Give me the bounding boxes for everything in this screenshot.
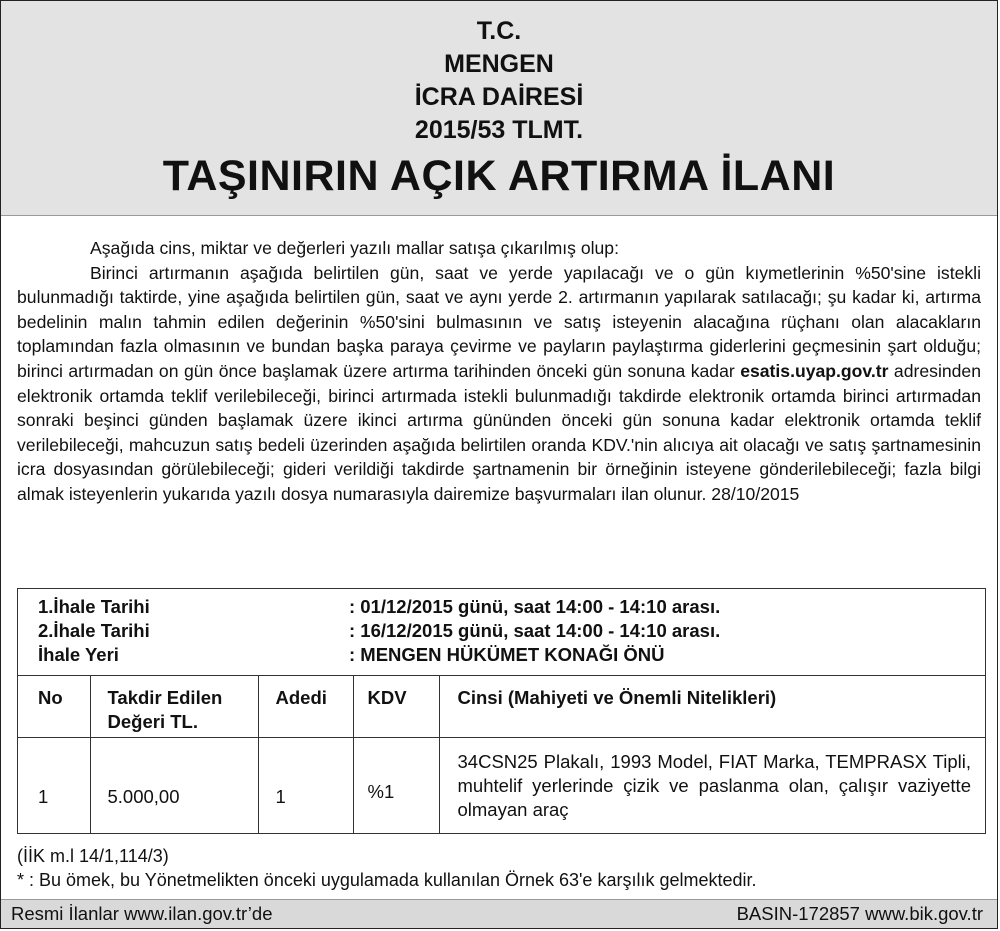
items-table-header: [18, 676, 985, 737]
announcement-body: [1, 216, 997, 507]
cell-kdv: %1: [353, 737, 439, 833]
auction-row-first-date: [38, 596, 978, 621]
auction-row-label: İhale Yeri: [38, 644, 119, 665]
header-description: Cinsi (Mahiyeti ve Önemli Nitelikleri): [439, 676, 985, 737]
law-reference: (İİK m.l 14/1,114/3): [17, 846, 169, 866]
header-line-city: MENGEN: [444, 50, 554, 78]
header-value: Takdir Edilen Değeri TL.: [90, 676, 258, 737]
auction-row-label: 1.İhale Tarihi: [38, 596, 150, 617]
auction-details-box: [17, 588, 986, 834]
header-line-office: İCRA DAİRESİ: [414, 83, 584, 111]
table-row: [18, 737, 985, 833]
footer-right-text: BASIN-172857 www.bik.gov.tr: [736, 903, 983, 924]
intro-paragraph: Aşağıda cins, miktar ve değerleri yazılı mallar satışa çıkarılmış olup:: [90, 238, 619, 258]
auction-row-value: : 01/12/2015 günü, saat 14:00 - 14:10 arası.: [349, 596, 721, 617]
announcement-footer: [1, 899, 997, 928]
auction-row-value: : MENGEN HÜKÜMET KONAĞI ÖNÜ: [349, 644, 665, 665]
header-no: No: [18, 676, 90, 737]
header-qty: Adedi: [258, 676, 353, 737]
auction-row-value: : 16/12/2015 günü, saat 14:00 - 14:10 arası.: [349, 620, 721, 641]
footer-left-text: Resmi İlanlar www.ilan.gov.tr’de: [11, 903, 273, 924]
terms-text-start: Birinci artırmanın aşağıda belirtilen gün, saat ve yerde yapılacağı ve o gün kıymetlerinin %50'sine istekli bulunmadığı taktirde, yine aşağıda belirtilen gün, saat ve aynı yerde 2. artırmanın yapılarak satılacağı; şu kadar ki, artırma bedelinin malın tahmin edilen değerinin %50'sini bulmasının ve satış isteyenin alacağına rüçhanı olan alacakların toplamından fazla olmasının ve bundan başka paraya çevirme ve payların paylaştırma giderlerini geçmesinin şart olduğu; birinci artırmadan on gün önce başlamak üzere artırma tarihinden önceki gün sonuna kadar: [17, 262, 981, 381]
header-kdv: KDV: [353, 676, 439, 737]
footnote: * : Bu ömek, bu Yönetmelikten önceki uygulamada kullanılan Örnek 63'e karşılık gelmektedir.: [17, 870, 757, 890]
announcement-title: TAŞINIRIN AÇIK ARTIRMA İLANI: [162, 152, 836, 200]
terms-paragraph: [17, 261, 981, 507]
header-line-tc: T.C.: [476, 17, 522, 45]
cell-value: 5.000,00: [90, 737, 258, 833]
auction-dates: [18, 589, 985, 676]
auction-row-label: 2.İhale Tarihi: [38, 620, 150, 641]
terms-text-end: adresinden elektronik ortamda teklif verilebileceği, birinci artırmada istekli bulunmadığı takdirde elektronik ortamda birinci artırmadan sonraki beşinci günden başlamak üzere ikinci artırma gününden önceki gün sonuna kadar elektronik ortamda teklif verilebileceği, mahcuzun satış bedeli üzerinden aşağıda belirtilen oranda KDV.'nin alıcıya ait olacağı ve satış şartnamesinin icra dosyasından görülebileceği; gideri verildiği takdirde şartnamenin bir örneğinin isteyene gönderilebileceği; fazla bilgi almak isteyenlerin yukarıda yazılı dosya numarasıyla dairemize başvurmaları ilan olunur. 28/10/2015: [17, 360, 981, 504]
items-table: [18, 676, 985, 833]
cell-description: 34CSN25 Plakalı, 1993 Model, FIAT Marka, TEMPRASX Tipli, muhtelif yerlerinde çizik ve paslanma olan, çalışır vaziyette olmayan araç: [439, 737, 985, 833]
cell-qty: 1: [258, 737, 353, 833]
announcement-header: [1, 1, 997, 216]
esatis-link[interactable]: esatis.uyap.gov.tr: [740, 360, 889, 381]
header-line-file-number: 2015/53 TLMT.: [414, 116, 584, 144]
cell-no: 1: [38, 785, 49, 807]
auction-row-second-date: [38, 620, 978, 645]
auction-row-place: [38, 644, 978, 669]
